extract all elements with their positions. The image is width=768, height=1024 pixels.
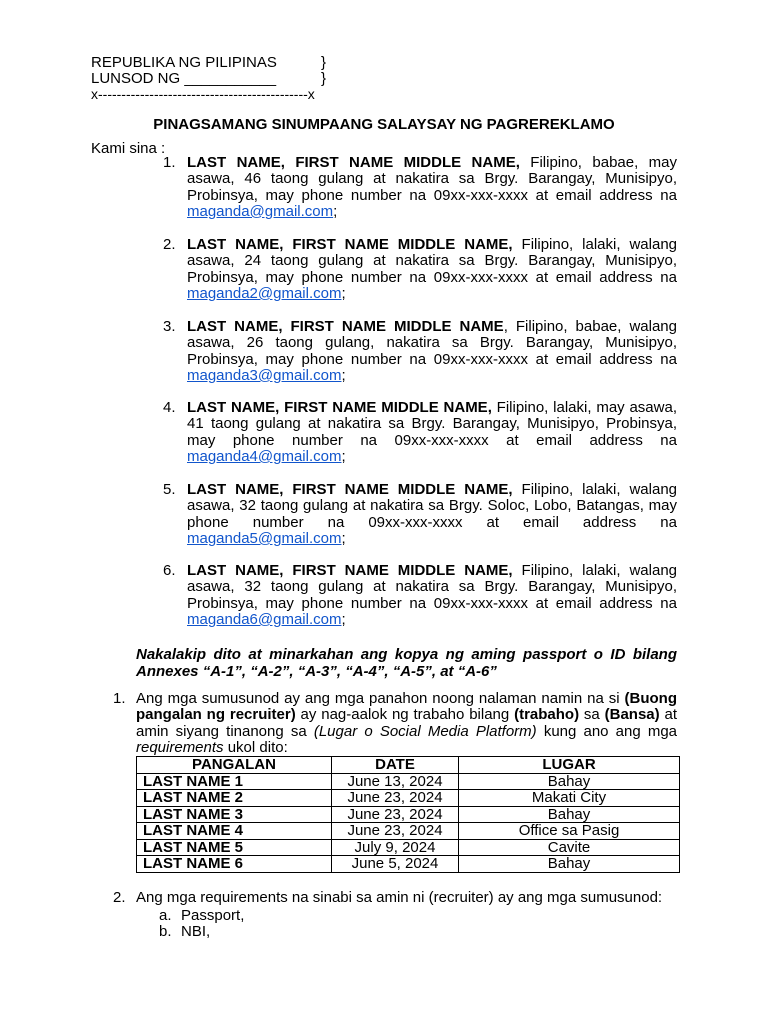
- complainant-details: Filipino, lalaki, walang asawa, 32 taong gulang at nakatira sa Brgy. Soloc, Lobo, Batangas, may phone number na 09xx-xxx-xxxx at email address na: [187, 481, 678, 531]
- complainant-details: Filipino, lalaki, may asawa, 41 taong gulang at nakatira sa Brgy. Barangay, Munisipyo, Probinsya, may phone number na 09xx-xxx-xxxx at email address na: [187, 399, 677, 449]
- entry-number: 4.: [163, 399, 176, 416]
- entry-number: 5.: [163, 481, 176, 498]
- punctuation: ;: [341, 610, 346, 628]
- punctuation: ;: [341, 366, 346, 384]
- annex-note: Nakalakip dito at minarkahan ang kopya ng aming passport o ID bilang Annexes “A-1”, “A-2”, “A-3”, “A-4”, “A-5”, at “A-6”: [136, 646, 677, 680]
- email-link[interactable]: maganda6@gmail.com: [187, 610, 342, 628]
- table-row: [137, 773, 680, 790]
- document-title: PINAGSAMANG SINUMPAANG SALAYSAY NG PAGREREKLAMO: [153, 116, 615, 133]
- subitem-letter: b.: [159, 923, 172, 940]
- entry-number: 6.: [163, 562, 176, 579]
- item1-text: ukol dito:: [223, 738, 288, 756]
- cell-date: June 23, 2024: [332, 823, 459, 840]
- entry-number: 3.: [163, 318, 176, 335]
- complainant-details: , Filipino, babae, walang asawa, 26 taong gulang, nakatira sa Brgy. Barangay, Munisipyo, Probinsya, may phone number na 09xx-xxx-xxxx at email address na: [187, 318, 677, 368]
- table-row: [137, 823, 680, 840]
- cell-date: June 13, 2024: [332, 773, 459, 790]
- complainant-details: Filipino, lalaki, walang asawa, 32 taong gulang at nakatira sa Brgy. Barangay, Munisipyo, Probinsya, may phone number na 09xx-xxx-xxxx at email address na: [187, 562, 678, 612]
- complainant-entry: [163, 154, 678, 220]
- column-header-pangalan: PANGALAN: [137, 757, 332, 774]
- punctuation: ;: [341, 284, 346, 302]
- brace: }: [321, 54, 327, 71]
- complainant-details: Filipino, babae, may asawa, 46 taong gulang at nakatira sa Brgy. Barangay, Munisipyo, Probinsya, may phone number na 09xx-xxx-xxxx at email address na: [187, 154, 678, 204]
- complainant-entry: [163, 236, 678, 302]
- item1-text: sa: [579, 706, 605, 724]
- cell-lugar: Bahay: [459, 856, 680, 873]
- punctuation: ;: [341, 529, 346, 547]
- platform-placeholder: (Lugar o Social Media Platform): [313, 722, 537, 740]
- item-number: 2.: [113, 889, 126, 906]
- complainant-entry: [163, 399, 677, 465]
- statement-item-1: [113, 690, 677, 756]
- email-link[interactable]: maganda5@gmail.com: [187, 529, 342, 547]
- item1-text: Ang mga sumusunod ay ang mga panahon noong nalaman namin na si: [136, 690, 625, 707]
- item1-text: at amin siyang tinanong sa: [136, 706, 677, 740]
- table-row: [137, 790, 680, 807]
- item-number: 1.: [113, 690, 126, 707]
- entry-number: 2.: [163, 236, 176, 253]
- subitem-text: Passport,: [181, 907, 245, 924]
- item1-text: kung ano ang mga: [536, 722, 677, 740]
- email-link[interactable]: maganda4@gmail.com: [187, 447, 342, 465]
- entry-number: 1.: [163, 154, 176, 171]
- cell-pangalan: LAST NAME 5: [137, 839, 332, 856]
- subitem-text: NBI,: [181, 923, 211, 940]
- brace: }: [321, 70, 327, 87]
- email-link[interactable]: maganda2@gmail.com: [187, 284, 342, 302]
- email-link[interactable]: maganda3@gmail.com: [187, 366, 342, 384]
- cell-pangalan: LAST NAME 3: [137, 806, 332, 823]
- cell-lugar: Bahay: [459, 806, 680, 823]
- recruiter-name-placeholder: (Buong pangalan ng recruiter): [136, 690, 677, 724]
- statement-item-2: [113, 889, 677, 906]
- job-placeholder: (trabaho): [514, 706, 580, 724]
- cell-pangalan: LAST NAME 4: [137, 823, 332, 840]
- republika-line: REPUBLIKA NG PILIPINAS: [91, 54, 277, 71]
- complainant-name: LAST NAME, FIRST NAME MIDDLE NAME,: [187, 481, 513, 498]
- country-placeholder: (Bansa): [604, 706, 660, 724]
- cell-pangalan: LAST NAME 1: [137, 773, 332, 790]
- complainant-entry: [163, 318, 677, 384]
- item2-text: Ang mga requirements na sinabi sa amin ni (recruiter) ay ang mga sumusunod:: [136, 889, 663, 906]
- column-header-date: DATE: [332, 757, 459, 774]
- table-row: [137, 856, 680, 873]
- email-link[interactable]: maganda@gmail.com: [187, 202, 334, 220]
- column-header-lugar: LUGAR: [459, 757, 680, 774]
- complainant-name: LAST NAME, FIRST NAME MIDDLE NAME,: [187, 399, 492, 416]
- separator-line: x---------------------------------------------x: [91, 86, 315, 102]
- cell-date: July 9, 2024: [332, 839, 459, 856]
- punctuation: ;: [333, 202, 338, 220]
- cell-pangalan: LAST NAME 2: [137, 790, 332, 807]
- complainant-name: LAST NAME, FIRST NAME MIDDLE NAME,: [187, 562, 513, 579]
- complainant-name: LAST NAME, FIRST NAME MIDDLE NAME: [187, 318, 504, 335]
- cell-pangalan: LAST NAME 6: [137, 856, 332, 873]
- intro-text: Kami sina :: [91, 140, 166, 157]
- cell-lugar: Cavite: [459, 839, 680, 856]
- incident-table: [136, 756, 680, 873]
- complainant-name: LAST NAME, FIRST NAME MIDDLE NAME,: [187, 236, 513, 253]
- complainant-entry: [163, 562, 678, 628]
- cell-date: June 5, 2024: [332, 856, 459, 873]
- cell-lugar: Bahay: [459, 773, 680, 790]
- table-row: [137, 806, 680, 823]
- table-header-row: [137, 757, 680, 774]
- complainant-name: LAST NAME, FIRST NAME MIDDLE NAME,: [187, 154, 520, 171]
- lunsod-line: LUNSOD NG ___________: [91, 70, 277, 87]
- table-row: [137, 839, 680, 856]
- complainant-entry: [163, 481, 678, 547]
- cell-lugar: Office sa Pasig: [459, 823, 680, 840]
- subitem-letter: a.: [159, 907, 172, 924]
- cell-date: June 23, 2024: [332, 790, 459, 807]
- requirements-word: requirements: [136, 738, 224, 756]
- complainant-details: Filipino, lalaki, walang asawa, 24 taong gulang at nakatira sa Brgy. Barangay, Munisipyo, Probinsya, may phone number na 09xx-xxx-xxxx at email address na: [187, 236, 678, 286]
- item1-text: ay nag-aalok ng trabaho bilang: [295, 706, 515, 724]
- punctuation: ;: [341, 447, 346, 465]
- cell-lugar: Makati City: [459, 790, 680, 807]
- cell-date: June 23, 2024: [332, 806, 459, 823]
